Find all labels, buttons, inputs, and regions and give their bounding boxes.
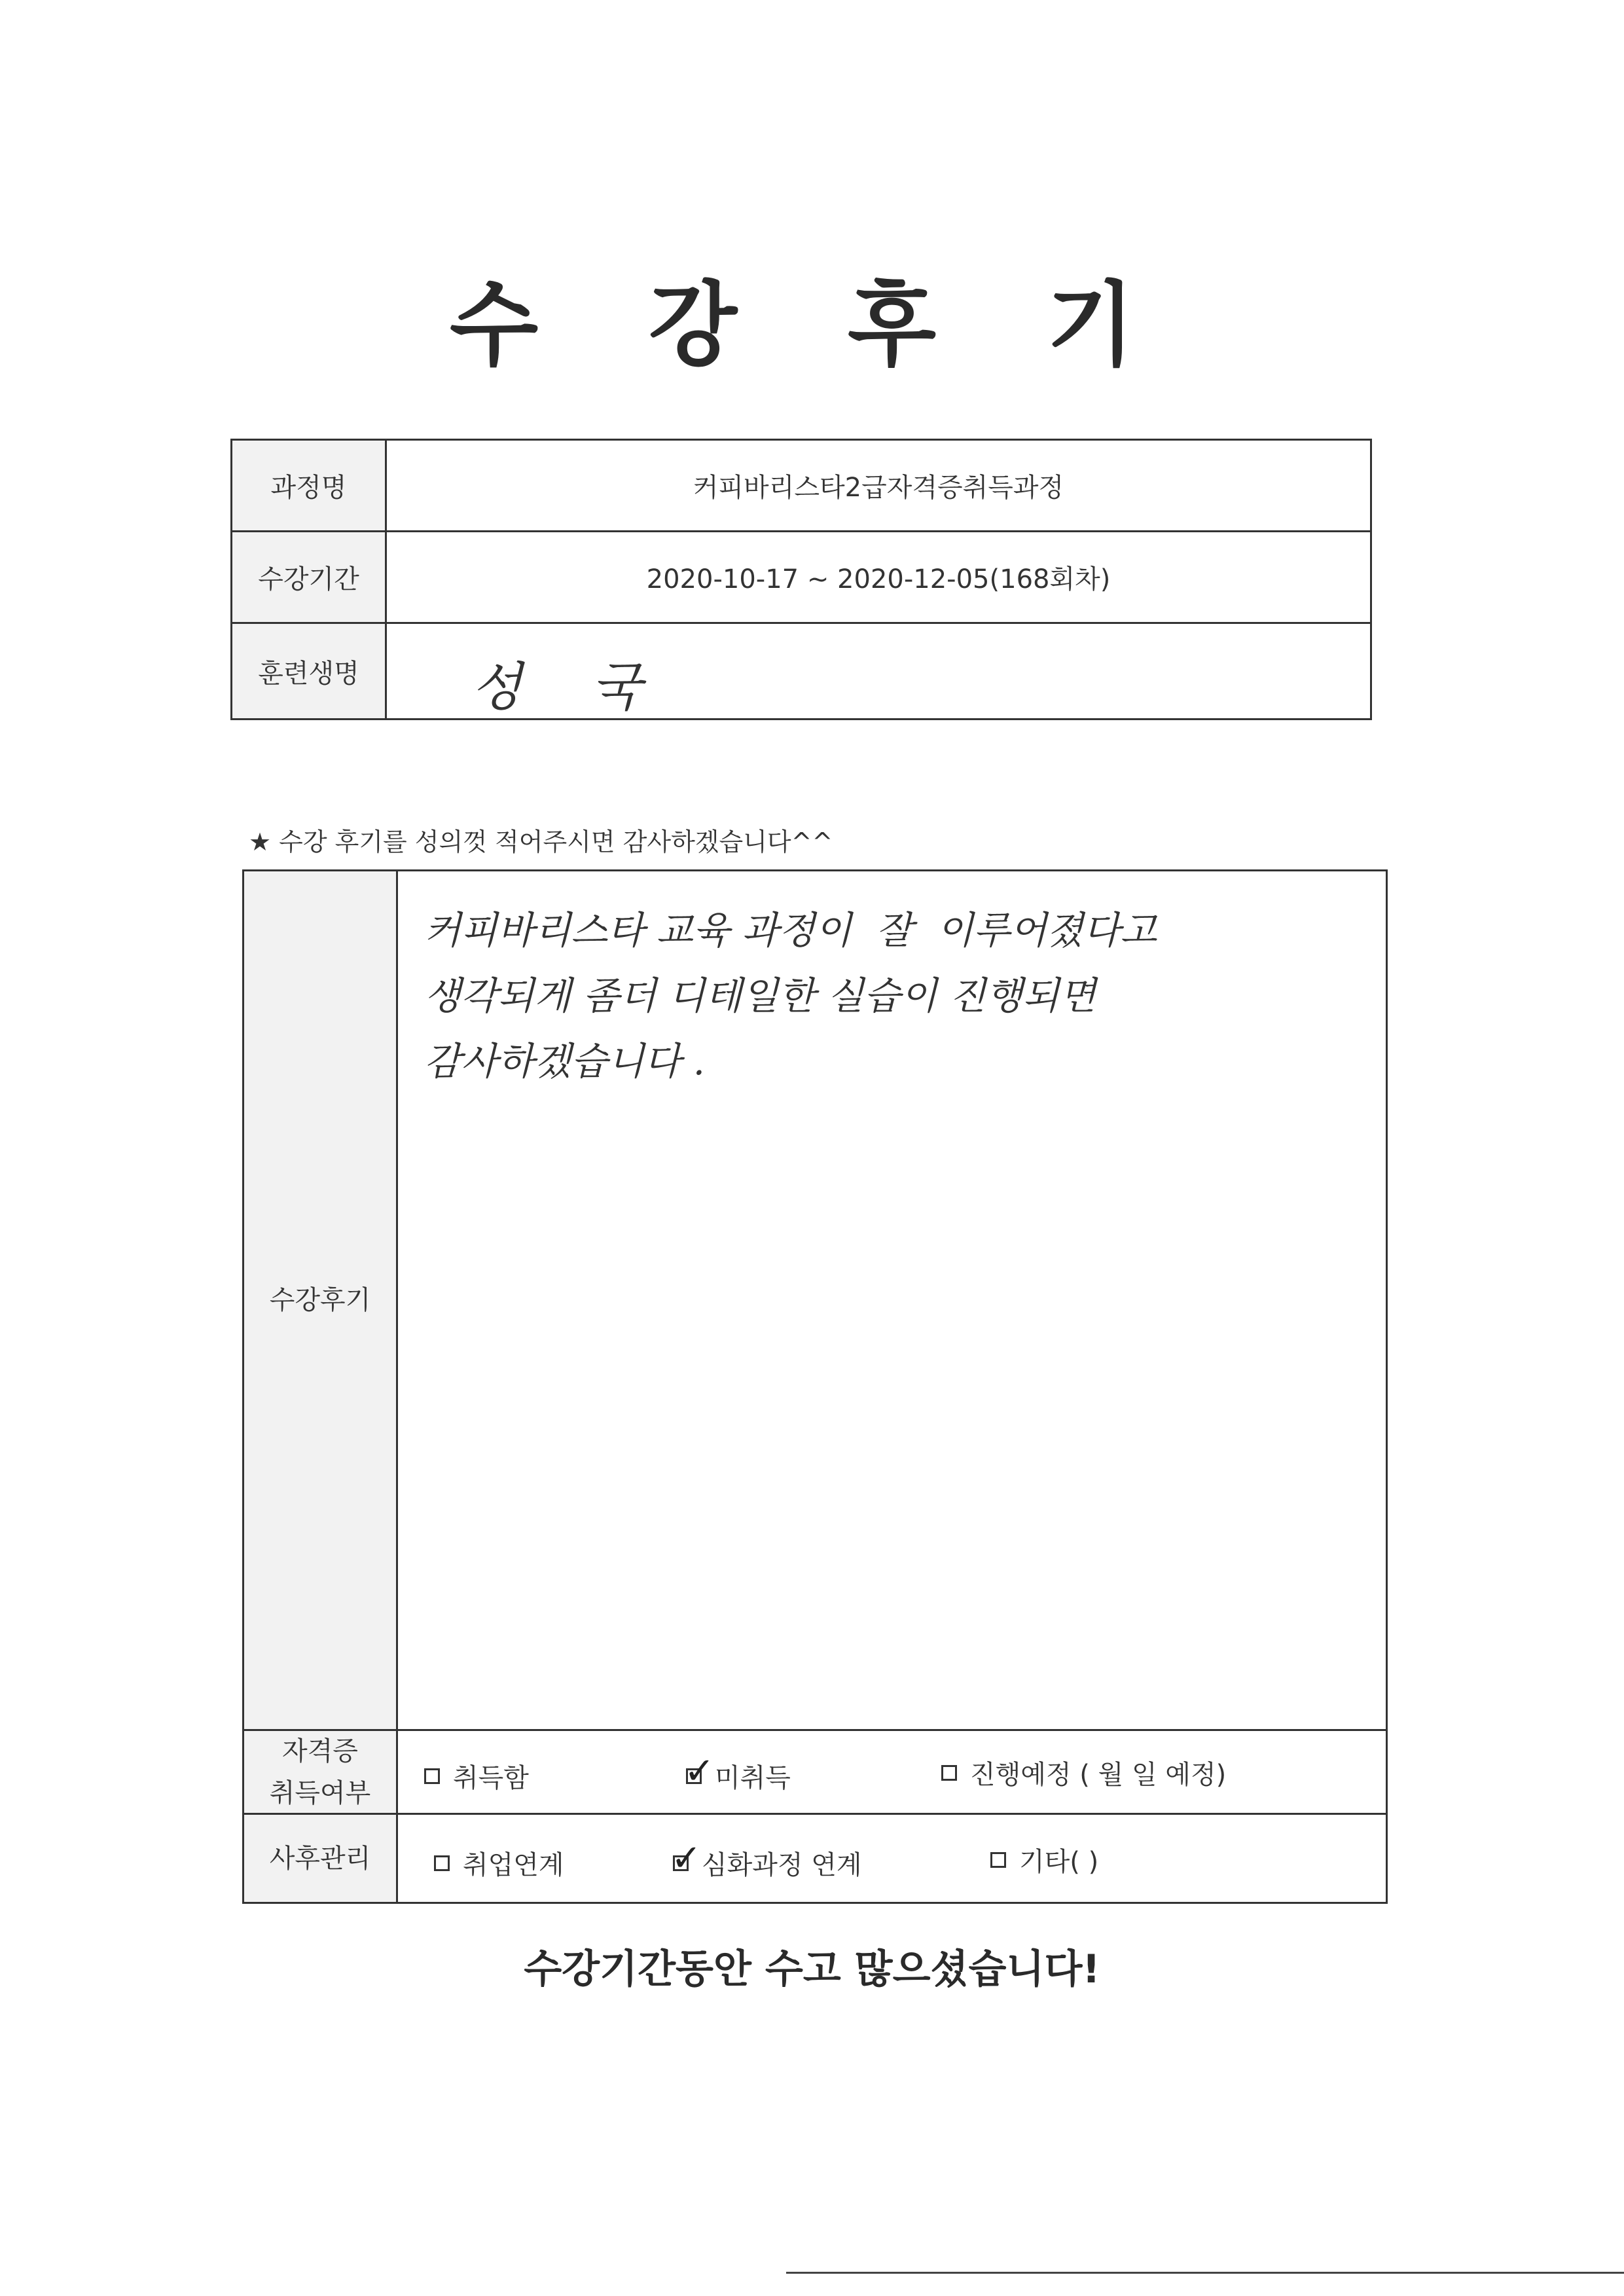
option-acquired-label: 취득함: [453, 1763, 529, 1793]
review-body: [398, 871, 1386, 1729]
option-job-link[interactable]: [434, 1844, 564, 1882]
option-advanced-course[interactable]: [671, 1836, 862, 1882]
trainee-name-row: [232, 624, 1370, 718]
option-other-label: 기타( ): [1019, 1847, 1099, 1877]
course-name-row: [232, 441, 1370, 532]
checkbox-advanced-course[interactable]: [671, 1836, 702, 1880]
check-mark-icon: ✓: [684, 1749, 715, 1793]
review-table: [242, 869, 1388, 1904]
certificate-status-label: [244, 1731, 398, 1813]
option-job-link-label: 취업연계: [463, 1850, 564, 1880]
checkbox-other[interactable]: [990, 1852, 1006, 1868]
check-mark-icon: ✓: [671, 1836, 702, 1880]
option-planned-label: 진행예정 ( 월 일 예정): [970, 1760, 1227, 1790]
handwritten-review: 커피바리스타 교육 과정이 잘 이루어졌다고 생각되게 좀더 디테일한 실습이 진행되면 감사하겠습니다 .: [424, 908, 1157, 1084]
course-period-value: 2020-10-17 ~ 2020-12-05(168회차): [646, 564, 1111, 594]
followup-label: 사후관리: [244, 1815, 398, 1902]
course-info-table: [230, 439, 1372, 720]
trainee-name-label: 훈련생명: [232, 624, 387, 718]
option-not-acquired[interactable]: [684, 1749, 791, 1795]
document-title: 수 강 후 기: [449, 272, 1175, 379]
course-period-row: [232, 532, 1370, 624]
option-other[interactable]: [990, 1841, 1098, 1878]
trainee-signature: 성 국: [471, 657, 668, 718]
option-advanced-course-label: 심화과정 연계: [702, 1850, 862, 1880]
course-name-value: 커피바리스타2급자격증취득과정: [693, 473, 1064, 503]
option-not-acquired-label: 미취득: [715, 1763, 791, 1793]
certificate-label-line2: 취득여부: [269, 1777, 371, 1808]
option-planned[interactable]: [941, 1754, 1226, 1791]
checkbox-acquired[interactable]: [424, 1768, 440, 1784]
option-acquired[interactable]: [424, 1757, 529, 1795]
review-label: 수강후기: [244, 871, 398, 1729]
checkbox-not-acquired[interactable]: [684, 1749, 715, 1793]
instruction-note: ★ 수강 후기를 성의껏 적어주시면 감사하겠습니다^^: [249, 828, 833, 856]
certificate-label-line1: 자격증: [282, 1736, 358, 1766]
checkbox-job-link[interactable]: [434, 1855, 450, 1871]
certificate-options: [398, 1731, 1386, 1813]
scan-edge-line: [786, 2272, 1624, 2274]
closing-message: 수강기간동안 수고 많으셨습니다!: [524, 1946, 1100, 1992]
course-name-label: 과정명: [232, 441, 387, 530]
followup-options: [398, 1815, 1386, 1902]
checkbox-planned[interactable]: [941, 1765, 957, 1781]
course-period-label: 수강기간: [232, 532, 387, 622]
